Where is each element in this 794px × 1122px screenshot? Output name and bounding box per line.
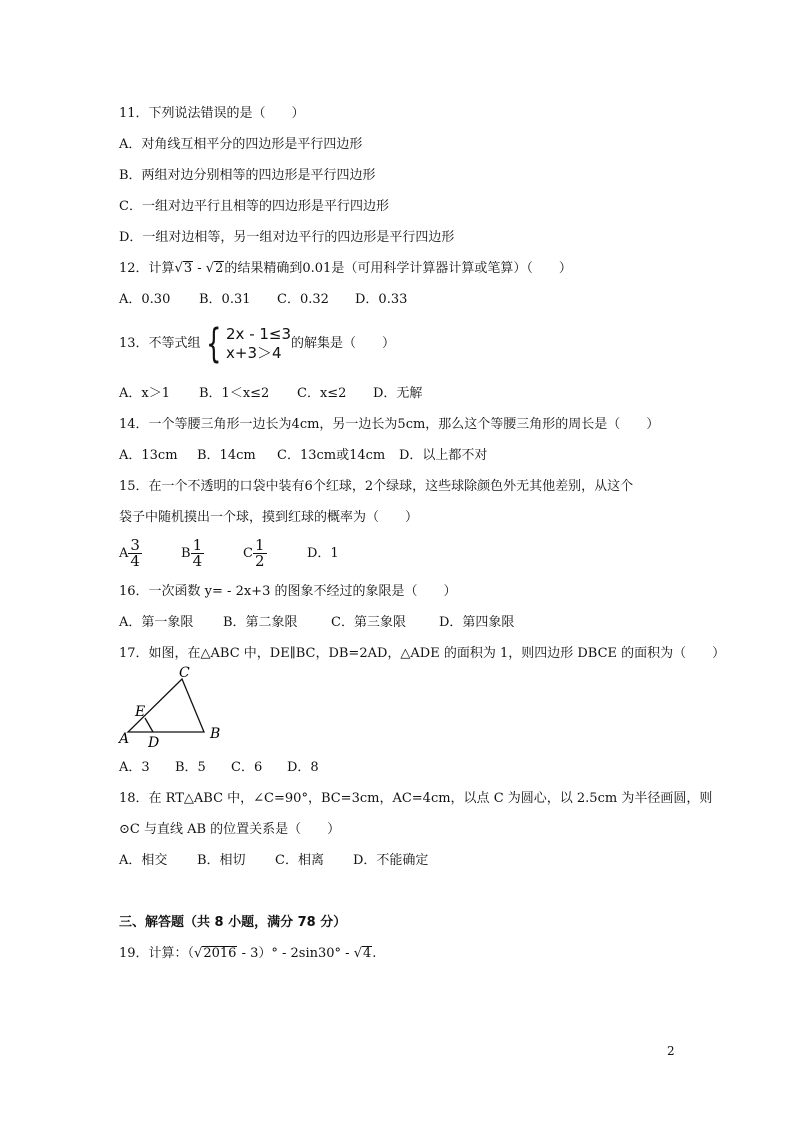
label-e: E xyxy=(135,704,146,720)
q17-options xyxy=(119,759,319,777)
q14-option-d: D．以上都不对 xyxy=(399,448,488,463)
q17-option-d: D．8 xyxy=(287,760,319,775)
section-title: 三、解答题（共 8 小题，满分 78 分） xyxy=(119,915,347,930)
q15-option-c-fraction: $\frac{1}{2}$ xyxy=(254,536,265,570)
q18-option-a: A．相交 xyxy=(119,853,168,868)
q11-option-a: A．对角线互相平分的四边形是平行四边形 xyxy=(119,137,363,152)
label-a: A xyxy=(119,731,130,747)
q15-option-d: D．1 xyxy=(307,546,339,561)
sqrt-sign: √ xyxy=(353,946,362,961)
q16-option-c: C．第三象限 xyxy=(331,615,406,630)
triangle-figure xyxy=(117,664,227,750)
q15-stem-line2: 袋子中随机摸出一个球，摸到红球的概率为（ ） xyxy=(119,510,419,525)
q11-option-c: C．一组对边平行且相等的四边形是平行四边形 xyxy=(119,199,389,214)
q14-option-c: C．13cm或14cm xyxy=(277,448,386,463)
page-number: 2 xyxy=(667,1044,675,1058)
q19-pre: 19．计算：（ xyxy=(119,946,195,961)
q13-options xyxy=(119,385,422,403)
q15-option-b-label: B xyxy=(181,546,191,561)
brace-icon: { xyxy=(205,320,221,367)
sqrt-sign: √ xyxy=(194,946,203,961)
label-d: D xyxy=(148,735,160,750)
q12-option-a: A．0.30 xyxy=(119,292,171,307)
q16-option-b: B．第二象限 xyxy=(223,615,298,630)
q16-stem: 16．一次函数 y= - 2x+3 的图象不经过的象限是（ ） xyxy=(119,584,457,599)
q19-stem xyxy=(119,945,376,963)
q12-options xyxy=(119,291,407,309)
q15-stem-line1: 15．在一个不透明的口袋中装有6个红球，2个绿球，这些球除颜色外无其他差别，从这个 xyxy=(119,479,634,494)
q18-option-d: D．不能确定 xyxy=(353,853,429,868)
q14-options xyxy=(119,447,487,465)
q12-minus: - xyxy=(193,261,206,276)
q13-inequality-2: x+3＞4 xyxy=(226,343,282,362)
q17-option-c: C．6 xyxy=(231,760,263,775)
q15-option-a-fraction: $\frac{3}{4}$ xyxy=(130,536,140,570)
q15-options xyxy=(119,537,339,571)
q16-option-a: A．第一象限 xyxy=(119,615,194,630)
q15-option-b-fraction: $\frac{1}{4}$ xyxy=(192,536,203,570)
q16-option-d: D．第四象限 xyxy=(439,615,515,630)
q18-option-b: B．相切 xyxy=(197,853,246,868)
q13-option-b: B．1＜x≤2 xyxy=(199,386,270,401)
q17-option-b: B．5 xyxy=(175,760,206,775)
q12-stem xyxy=(119,260,572,278)
q13-option-c: C．x≤2 xyxy=(297,386,347,401)
q12-radicand-1: 3 xyxy=(183,261,193,276)
q16-options xyxy=(119,614,514,632)
q14-stem: 14．一个等腰三角形一边长为4cm，另一边长为5cm，那么这个等腰三角形的周长是（ ） xyxy=(119,417,660,432)
q12-post: 的结果精确到0.01是（可用科学计算器计算或笔算）（ ） xyxy=(224,261,572,276)
label-c: C xyxy=(179,665,190,681)
q18-options xyxy=(119,852,428,870)
sqrt-sign: √ xyxy=(174,261,183,276)
q14-option-b: B．14cm xyxy=(197,448,256,463)
inequality-system xyxy=(201,320,292,367)
segment-de xyxy=(145,718,153,732)
q12-option-c: C．0.32 xyxy=(277,292,329,307)
q18-stem-line2: ⊙C 与直线 AB 的位置关系是（ ） xyxy=(119,822,341,837)
q18-option-c: C．相离 xyxy=(275,853,324,868)
q13-stem xyxy=(119,322,395,366)
q17-stem: 17．如图，在△ABC 中，DE∥BC，DB=2AD，△ADE 的面积为 1，则四边形 DBCE 的面积为（ ） xyxy=(119,646,726,661)
q11-option-b: B．两组对边分别相等的四边形是平行四边形 xyxy=(119,168,376,183)
q15-option-c-label: C xyxy=(243,546,253,561)
q15-option-a-label: A xyxy=(119,546,129,561)
q17-option-a: A．3 xyxy=(119,760,150,775)
q19-post: . xyxy=(372,946,377,961)
q13-option-a: A．x＞1 xyxy=(119,386,170,401)
q12-pre: 12．计算 xyxy=(119,261,175,276)
q13-pre: 13．不等式组 xyxy=(119,336,201,351)
q13-inequality-1: 2x - 1≤3 xyxy=(226,324,292,343)
q13-option-d: D．无解 xyxy=(373,386,423,401)
q18-stem-line1: 18．在 RT△ABC 中，∠C=90°，BC=3cm，AC=4cm，以点 C 为圆心，以 2.5cm 为半径画圆，则 xyxy=(119,791,713,806)
q11-stem: 11．下列说法错误的是（ ） xyxy=(119,106,305,121)
q19-radicand-2: 4 xyxy=(363,946,372,961)
sqrt-sign: √ xyxy=(205,261,215,276)
label-b: B xyxy=(210,726,221,742)
q11-option-d: D．一组对边相等，另一组对边平行的四边形是平行四边形 xyxy=(119,230,455,245)
q14-option-a: A．13cm xyxy=(119,448,178,463)
q12-option-d: D．0.33 xyxy=(355,292,408,307)
q12-radicand-2: 2 xyxy=(215,261,224,276)
q13-post: 的解集是（ ） xyxy=(291,336,396,351)
q12-option-b: B．0.31 xyxy=(199,292,251,307)
q19-radicand-1: 2016 xyxy=(203,946,237,961)
q19-mid: - 3）° - 2sin30° - xyxy=(237,946,354,961)
